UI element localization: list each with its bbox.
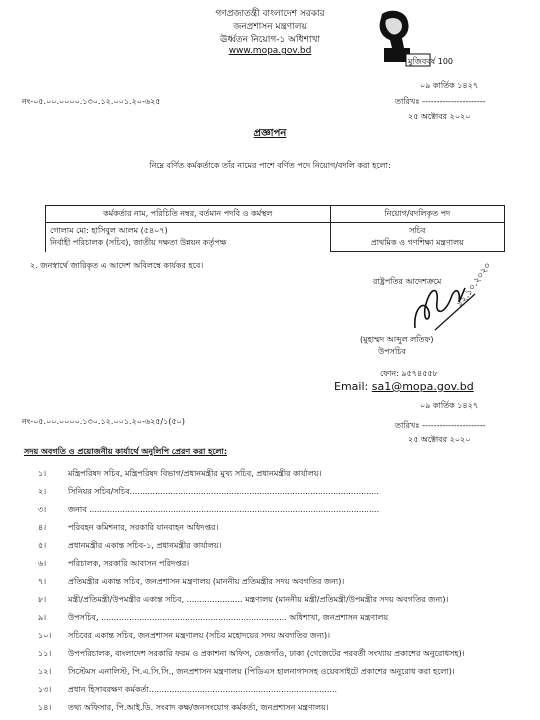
- officer-name: [46, 223, 331, 252]
- list-item: [38, 684, 337, 697]
- signatory-designation: উপসচিব: [378, 347, 407, 356]
- memo-date-en: ২৫ অক্টোবর ২০২০: [408, 112, 471, 121]
- list-item-text: পরিবহন কমিশনার, সরকারি যানবাহন অধিদপ্তর।: [68, 523, 219, 532]
- list-item-number: ৬।: [38, 559, 47, 568]
- memo-number: নং-০৫.০০.০০০০.১৩০.১২.০০১.২০-৬২৫: [22, 97, 161, 106]
- list-item-number: ১১।: [38, 649, 52, 658]
- table-header-officer: কর্মকর্তার নাম, পরিচিতি নম্বর, বর্তমান পদবি ও কর্মস্থল: [46, 206, 331, 223]
- copy-memo-number: নং-০৫.০০.০০০০.১৩০.১২.০০১.২০-৬২৫/১(৫০): [22, 417, 185, 426]
- officer-name-text: গোলাম মো: হাসিবুল আলম (৫৪০৭): [50, 226, 168, 235]
- list-item-text: মন্ত্রী/প্রতিমন্ত্রী/উপমন্ত্রীর একান্ত সচিব, ...................... মন্ত্রণালয় (মাননীয় মন্ত্রী/প্রতিমন্ত্রী/উপমন্ত্রীর সদয় অবগতির জন্য)।: [68, 595, 449, 604]
- list-item: [38, 594, 448, 607]
- officer-current-post: নির্বাহী পরিচালক (সচিব), জাতীয় দক্ষতা উন্নয়ন কর্তৃপক্ষ: [50, 238, 227, 247]
- list-item: [38, 576, 344, 589]
- new-post-title: সচিব: [409, 226, 426, 235]
- list-item-number: ১০।: [38, 631, 52, 640]
- table-header-row: [46, 206, 505, 223]
- document-title: প্রজ্ঞাপন: [253, 128, 287, 139]
- list-item: [38, 666, 455, 679]
- list-item-text: প্রতিমন্ত্রীর একান্ত সচিব, জনপ্রশাসন মন্ত্রণালয় (মাননীয় প্রতিমন্ত্রীর সদয় অবগতির জন্য)।: [68, 577, 345, 586]
- clause-2: ২. জনস্বার্থে জারিকৃত এ আদেশ অবিলম্বে কার্যকর হবে।: [30, 261, 204, 270]
- list-item: [38, 648, 465, 661]
- copy-date-label: তারিখঃ ----------------------: [395, 421, 486, 430]
- list-item-text: উপসচিব, ......................................................................... অধিশাখা, জনপ্রশাসন মন্ত্রণালয়: [68, 613, 389, 622]
- list-item-number: ৪।: [38, 523, 47, 532]
- list-item-number: ৭।: [38, 577, 47, 586]
- list-item-number: ১৪।: [38, 703, 52, 712]
- table-row: [46, 223, 505, 252]
- memo-date-label: তারিখঃ ----------------------: [395, 97, 486, 106]
- list-item-text: প্রধানমন্ত্রীর একান্ত সচিব-১, প্রধানমন্ত্রীর কার্যালয়।: [68, 541, 222, 550]
- list-item: [38, 486, 379, 499]
- appointment-table: [45, 205, 505, 252]
- list-item: [38, 630, 330, 643]
- new-post-ministry: প্রাথমিক ও গণশিক্ষা মন্ত্রণালয়: [370, 238, 464, 247]
- list-item-text: সিনিয়র সচিব/সচিব..................................................................................................: [68, 487, 379, 496]
- handwritten-signature: [395, 260, 525, 340]
- list-item-text: সিস্টেমস এনালিস্ট, পি.এ.সি.সি., জনপ্রশাসন মন্ত্রণালয় (পিডিএস হালনাগাদসহ ওয়েবসাইটে প্রকাশের অনুরোধ করা হলো)।: [68, 667, 455, 676]
- list-item: [38, 702, 329, 715]
- copy-date-bn: ০৯ কার্তিক ১৪২৭: [420, 401, 479, 410]
- list-item-number: ৯।: [38, 613, 47, 622]
- list-item-number: ৮।: [38, 595, 47, 604]
- list-item-number: ২।: [38, 487, 47, 496]
- list-item: [38, 468, 321, 481]
- signatory-phone: ফোন: ৯৫৭৪৫৫৮: [380, 369, 438, 378]
- list-item-number: ১।: [38, 469, 47, 478]
- list-item: [38, 504, 379, 517]
- list-item: [38, 522, 218, 535]
- list-item: [38, 540, 222, 553]
- order-line: রাষ্ট্রপতির আদেশক্রমে: [373, 277, 442, 286]
- list-item: [38, 612, 388, 625]
- list-item-number: ৩।: [38, 505, 47, 514]
- ministry-name: জনপ্রশাসন মন্ত্রণালয়: [233, 22, 307, 32]
- list-item: [38, 558, 189, 571]
- signature-date: ২২.১০.২০২০: [455, 260, 494, 310]
- new-post: [330, 223, 504, 252]
- email-line: [334, 380, 474, 393]
- list-item-number: ৫।: [38, 541, 47, 550]
- list-item-text: মন্ত্রিপরিষদ সচিব, মন্ত্রিপরিষদ বিভাগ/প্রধানমন্ত্রীর মুখ্য সচিব, প্রধানমন্ত্রীর কার্যালয়।: [68, 469, 322, 478]
- list-item-text: পরিচালক, সরকারি আবাসন পরিদপ্তর।: [68, 559, 190, 568]
- signatory-name: (মুহাম্মদ আব্দুল লতিফ): [360, 335, 434, 344]
- memo-date-bn: ০৯ কার্তিক ১৪২৭: [420, 81, 479, 90]
- mujib-borsho-logo: [362, 8, 454, 70]
- list-item-text: উপপরিচালক, বাংলাদেশ সরকারি ফরম ও প্রকাশনা অফিস, তেজগাঁও, ঢাকা (গেজেটের পরবর্তী সংখ্যায় প্রকাশের অনুরোধসহ)।: [68, 649, 465, 658]
- intro-text: নিম্নে বর্ণিত কর্মকর্তাকে তাঁর নামের পাশে বর্ণিত পদে নিয়োগ/বদলি করা হলো:: [149, 161, 391, 170]
- govt-name: গণপ্রজাতন্ত্রী বাংলাদেশ সরকার: [215, 9, 325, 19]
- branch-name: ঊর্ধ্বতন নিয়োগ-১ অধিশাখা: [219, 35, 321, 45]
- list-item-number: ১২।: [38, 667, 52, 676]
- website-link[interactable]: www.mopa.gov.bd: [228, 46, 312, 56]
- list-item-text: প্রধান হিসাবরক্ষণ কর্মকর্তা..........................................................................: [68, 685, 338, 694]
- logo-caption: মুজিববর্ষ 100: [408, 57, 454, 66]
- list-item-text: সচিবের একান্ত সচিব, জনপ্রশাসন মন্ত্রণালয় (সচিব মহোদয়ের সদয় অবগতির জন্য)।: [68, 631, 331, 640]
- email-label: Email:: [334, 380, 369, 393]
- email-link[interactable]: sa1@mopa.gov.bd: [371, 380, 474, 393]
- list-item-text: জনাব ..................................................................................................................: [68, 505, 380, 514]
- list-item-text: তথ্য অফিসার, পি.আই.ডি. সংবাদ কক্ষ/জনসংযোগ কর্মকর্তা, জনপ্রশাসন মন্ত্রণালয়।: [68, 703, 329, 712]
- copy-heading: সদয় অবগতি ও প্রয়োজনীয় কার্যার্থে অনুলিপি প্রেরণ করা হলো:: [24, 447, 228, 456]
- list-item-number: ১৩।: [38, 685, 52, 694]
- copy-date-en: ২৫ অক্টোবর ২০২০: [408, 435, 471, 444]
- table-header-post: নিয়োগ/বদলিকৃত পদ: [330, 206, 504, 223]
